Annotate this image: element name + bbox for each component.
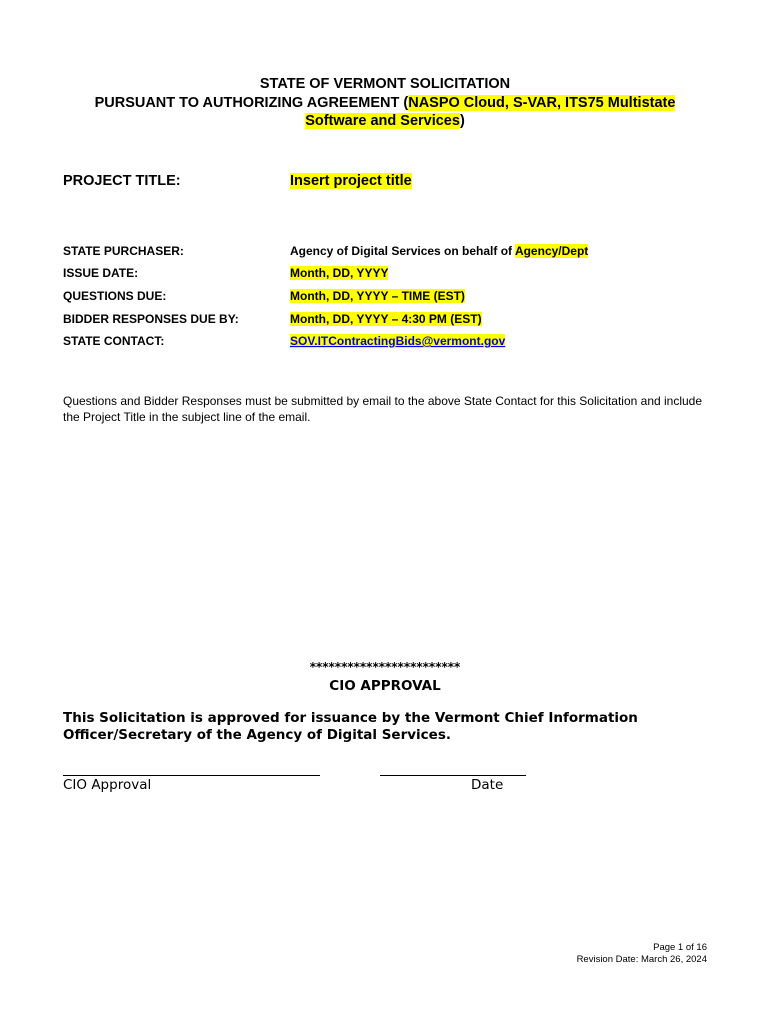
- page-number: Page 1 of 16: [653, 942, 707, 953]
- revision-date: Revision Date: March 26, 2024: [576, 954, 707, 965]
- issue-date-highlight: Month, DD, YYYY: [290, 266, 389, 280]
- project-title-label: PROJECT TITLE:: [63, 173, 181, 189]
- title-agreement-highlight: NASPO Cloud, S-VAR, ITS75 Multistate: [408, 94, 676, 111]
- title-line-3-suffix: ): [459, 113, 465, 129]
- questions-due-label: QUESTIONS DUE:: [63, 289, 167, 303]
- title-line-2: [0, 94, 770, 113]
- state-purchaser-value: [290, 244, 588, 258]
- cio-approval-label: CIO Approval: [63, 777, 152, 793]
- state-purchaser-agency-highlight: Agency/Dept: [514, 244, 589, 258]
- cio-signature-line[interactable]: [63, 775, 320, 776]
- state-purchaser-prefix: Agency of Digital Services on behalf of: [290, 244, 515, 258]
- state-purchaser-label: STATE PURCHASER:: [63, 244, 184, 258]
- page-footer: [577, 942, 707, 966]
- date-signature-line[interactable]: [380, 775, 526, 776]
- questions-due-highlight: Month, DD, YYYY – TIME (EST): [290, 289, 465, 303]
- cio-approval-heading: CIO APPROVAL: [329, 678, 441, 694]
- document-title: [0, 75, 770, 131]
- responses-due-highlight: Month, DD, YYYY – 4:30 PM (EST): [290, 312, 482, 326]
- state-contact-email-link[interactable]: SOV.ITContractingBids@vermont.gov: [290, 334, 506, 348]
- responses-due-value: [290, 312, 482, 326]
- state-contact-label: STATE CONTACT:: [63, 334, 165, 348]
- state-contact-value: [290, 334, 505, 348]
- title-line-3: [0, 112, 770, 131]
- date-label: Date: [471, 777, 504, 793]
- section-divider-stars: ************************: [309, 660, 461, 674]
- project-title-placeholder: Insert project title: [290, 173, 412, 189]
- title-line-1: STATE OF VERMONT SOLICITATION: [259, 76, 511, 92]
- submission-note: Questions and Bidder Responses must be submitted by email to the above State Contact for this Solicitation and include the Project Title in the subject line of the email.: [63, 394, 703, 424]
- title-services-highlight: Software and Services: [305, 113, 460, 129]
- title-line-2-prefix: PURSUANT TO AUTHORIZING AGREEMENT (: [94, 94, 409, 111]
- project-title-value[interactable]: [290, 173, 412, 189]
- issue-date-value: [290, 266, 388, 280]
- issue-date-label: ISSUE DATE:: [63, 266, 139, 280]
- cio-approval-statement: This Solicitation is approved for issuance by the Vermont Chief Information Officer/Secretary of the Agency of Digital Services.: [63, 710, 638, 743]
- responses-due-label: BIDDER RESPONSES DUE BY:: [63, 312, 239, 326]
- questions-due-value: [290, 289, 465, 303]
